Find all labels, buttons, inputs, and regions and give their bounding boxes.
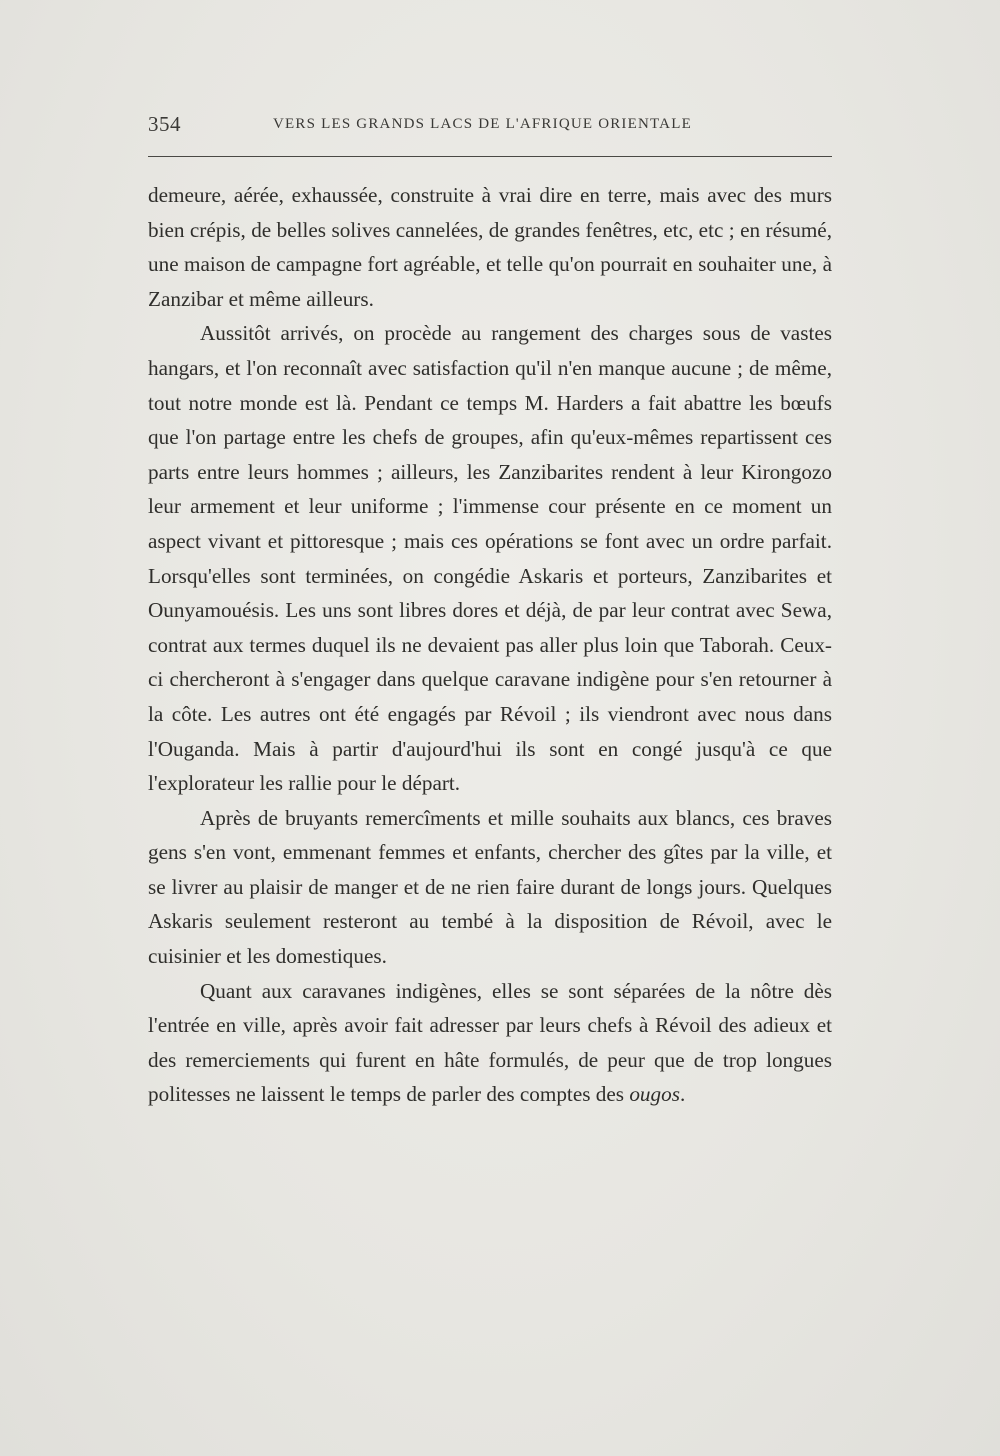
paragraph-text: demeure, aérée, exhaussée, construite à vrai dire en terre, mais avec des murs bien crépis, de belles solives cannelées, de grandes fenêtres, etc, etc ; en résumé, une maison de campagne fort agréable, et telle qu'on pourrait en souhaiter une, à Zanzibar et même ailleurs. xyxy=(148,183,832,311)
paragraph-text: Après de bruyants remercîments et mille souhaits aux blancs, ces braves gens s'en vont, emmenant femmes et enfants, chercher des gîtes par la ville, et se livrer au plaisir de manger et de ne rien faire durant de longs jours. Quelques Askaris seulement resteront au tembé à la disposition de Révoil, avec le cuisinier et les domestiques. xyxy=(148,805,832,969)
paragraph-text: Quant aux caravanes indigènes, elles se sont séparées de la nôtre dès l'entrée en ville, après avoir fait adresser par leurs chefs à Révoil des adieux et des remerciements qui furent en hâte formulés, de peur que de trop longues politesses ne laissent le temps de parler des comptes des xyxy=(148,978,832,1107)
body-text xyxy=(148,178,832,1112)
italic-word: ougos xyxy=(629,1082,680,1107)
page-header xyxy=(148,112,832,142)
header-rule xyxy=(148,156,832,157)
page-number: 354 xyxy=(148,112,181,136)
paragraph xyxy=(148,974,832,1112)
paragraph-text: Aussitôt arrivés, on procède au rangement des charges sous de vastes hangars, et l'on reconnaît avec satisfaction qu'il n'en manque aucune ; de même, tout notre monde est là. Pendant ce temps M. Harders a fait abattre les bœufs que l'on partage entre les chefs de groupes, afin qu'eux-mêmes repartissent ces parts entre leurs hommes ; ailleurs, les Zanzibarites rendent à leur Kirongozo leur armement et leur uniforme ; l'immense cour présente en ce moment un aspect vivant et pittoresque ; mais ces opérations se font avec un ordre parfait. Lorsqu'elles sont terminées, on congédie Askaris et porteurs, Zanzibarites et Ounyamouésis. Les uns sont libres dores et déjà, de par leur contrat avec Sewa, contrat aux termes duquel ils ne devaient pas aller plus loin que Taborah. Ceux-ci chercheront à s'engager dans quelque caravane indigène pour s'en retourner à la côte. Les autres ont été engagés par Révoil ; ils viendront avec nous dans l'Ouganda. Mais à partir d'aujourd'hui ils sont en congé jusqu'à ce que l'explorateur les rallie pour le départ. xyxy=(148,321,832,796)
final-punctuation: . xyxy=(679,1082,686,1107)
paragraph xyxy=(148,316,832,800)
running-title: VERS LES GRANDS LACS DE L'AFRIQUE ORIENTALE xyxy=(273,116,692,132)
paragraph xyxy=(148,801,832,974)
paragraph xyxy=(148,178,832,316)
